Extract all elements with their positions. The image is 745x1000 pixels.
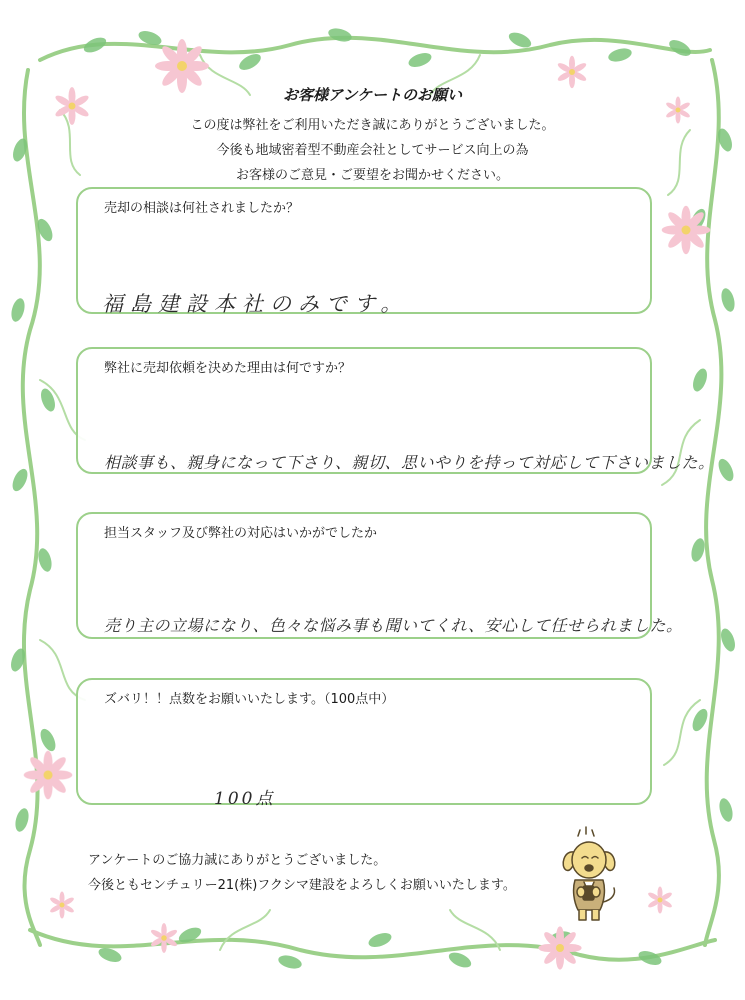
intro-line-2: 今後も地域密着型不動産会社としてサービス向上の為 bbox=[216, 143, 529, 158]
thank-you-footer bbox=[88, 848, 516, 898]
question-3-text: 担当スタッフ及び弊社の対応はいかがでしたか bbox=[104, 526, 378, 541]
footer-line-2: 今後ともセンチュリー21(株)フクシマ建設をよろしくお願いいたします。 bbox=[88, 878, 516, 893]
answer-3-handwritten: 売り主の立場になり、色々な悩み事も聞いてくれ、安心して任せられました。 bbox=[104, 616, 683, 635]
footer-line-1: アンケートのご協力誠にありがとうございました。 bbox=[88, 853, 387, 868]
survey-title: お客様アンケートのお願い bbox=[282, 86, 463, 104]
intro-line-1: この度は弊社をご利用いただき誠にありがとうございました。 bbox=[190, 118, 555, 133]
survey-header bbox=[0, 84, 745, 188]
dog-mascot-icon bbox=[548, 822, 630, 924]
question-1-text: 売却の相談は何社されましたか？ bbox=[104, 201, 300, 216]
question-2-text: 弊社に売却依頼を決めた理由は何ですか？ bbox=[104, 361, 352, 376]
answer-2-handwritten: 相談事も、親身になって下さり、親切、思いやりを持って対応して下さいました。 bbox=[104, 453, 715, 472]
answer-1-handwritten: 福島建設本社のみです。 bbox=[102, 292, 409, 316]
question-4-text: ズバリ！！点数をお願いいたします。（100点中） bbox=[104, 692, 395, 707]
answer-4-handwritten: 100点 bbox=[214, 789, 276, 809]
intro-line-3: お客様のご意見・ご要望をお聞かせください。 bbox=[235, 168, 509, 183]
question-box-4 bbox=[76, 678, 652, 805]
